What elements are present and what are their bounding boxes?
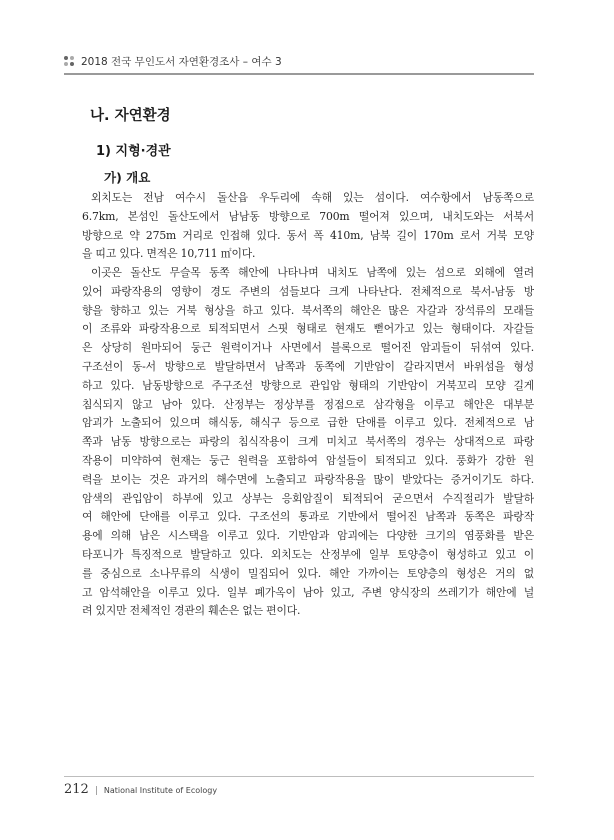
running-footer bbox=[64, 782, 217, 800]
paragraph-line: 이곳은 돌산도 무슬목 동쪽 해안에 나타나며 내치도 남쪽에 있는 섬으로 외해에 열려 bbox=[91, 266, 534, 279]
paragraph-line: 방향으로 약 275m 거리로 인접해 있다. 동서 폭 410m, 남북 길이 170m 로서 거북 모양 bbox=[82, 228, 534, 242]
paragraph-line: 고 암석해안을 이루고 있다. 일부 폐가옥이 남아 있고, 주변 양식장의 쓰레기가 해안에 널 bbox=[82, 585, 534, 599]
paragraph-line: 하고 있다. 남동방향으로 주구조선 방향으로 관입암 형태의 기반암이 거북꼬리 모양 길게 bbox=[82, 378, 534, 392]
subsection-heading: 1) 지형·경관 bbox=[96, 144, 171, 159]
paragraph-line: 작용이 미약하여 현재는 둥근 원력을 포함하여 암설들이 퇴적되고 있다. 풍화가 강한 원 bbox=[82, 453, 534, 467]
paragraph-line: 외치도는 전남 여수시 돌산읍 우두리에 속해 있는 섬이다. 여수항에서 남동쪽으로 bbox=[91, 191, 534, 204]
paragraph-line: 구조선이 동-서 방향으로 발달하면서 남쪽과 동쪽에 기반암이 갈라지면서 바위섬을 형성 bbox=[82, 359, 534, 373]
paragraph-line: 타포니가 특징적으로 발달하고 있다. 외치도는 산정부에 일부 토양층이 형성하고 있고 이 bbox=[82, 547, 534, 561]
paragraph-line: 를 중심으로 소나무류의 식생이 밀집되어 있다. 해안 가까이는 토양층의 형성은 거의 없 bbox=[82, 566, 534, 580]
paragraph-line: 암색의 관입암이 하부에 있고 상부는 응회암질이 퇴적되어 굳으면서 수직절리가 발달하 bbox=[82, 491, 534, 505]
paragraph-line: 은 상당히 원마되어 둥근 원력이거나 사면에서 블록으로 떨어진 암괴들이 뒤섞여 있다. bbox=[82, 341, 534, 355]
subsubsection-heading: 가) 개요 bbox=[104, 170, 151, 185]
paragraph-line: 용에 의해 남은 시스택을 이루고 있다. 기반암과 암괴에는 다양한 크기의 염풍화를 받은 bbox=[82, 529, 534, 543]
paragraph-line: 력을 보이는 것은 과거의 해수면에 노출되고 파랑작용을 많이 받았다는 증거이기도 하다. bbox=[82, 472, 534, 486]
footer-divider bbox=[64, 776, 534, 777]
paragraph-line: 려 있지만 전체적인 경관의 훼손은 없는 편이다. bbox=[82, 604, 301, 618]
paragraph-line: 침식되지 않고 남아 있다. 산정부는 정상부를 정점으로 삼각형을 이루고 해안은 대부분 bbox=[82, 397, 534, 411]
header-divider bbox=[64, 73, 534, 75]
footer-separator: | bbox=[94, 786, 98, 796]
section-heading: 나. 자연환경 bbox=[90, 108, 171, 124]
paragraph-line: 암괴가 노출되어 있으며 해식동, 해식구 등으로 급한 단애를 이루고 있다. 전체적으로 남 bbox=[82, 416, 534, 430]
running-header bbox=[64, 52, 534, 70]
paragraph-detail bbox=[82, 264, 534, 621]
paragraph-line: 6.7km, 본섬인 돌산도에서 남남동 방향으로 700m 떨어져 있으며, 내치도와는 서북서 bbox=[82, 209, 534, 223]
header-dots-icon bbox=[64, 56, 74, 66]
paragraph-line: 을 띠고 있다. 면적은 10,711 ㎡이다. bbox=[82, 247, 256, 261]
paragraph-line: 향을 향하고 있는 거북 형상을 하고 있다. 북서쪽의 해안은 많은 자갈과 장석류의 모래들 bbox=[82, 303, 534, 317]
paragraph-line: 있어 파랑작용의 영향이 경도 주변의 섬들보다 크게 나타난다. 전체적으로 북서-남동 방 bbox=[82, 284, 534, 298]
paragraph-line: 여 해안에 단애를 이루고 있다. 구조선의 통과로 기반에서 떨어진 남쪽과 동쪽은 파랑작 bbox=[82, 510, 534, 524]
page-number: 212 bbox=[64, 782, 89, 797]
paragraph-line: 쪽과 남동 방향으로는 파랑의 침식작용이 크게 미치고 북서쪽의 경우는 상대적으로 파랑 bbox=[82, 435, 534, 449]
paragraph-line: 이 조류와 파랑작용으로 퇴적되면서 스핏 형태로 현재도 뻗어가고 있는 형태이다. 자갈들 bbox=[82, 322, 534, 336]
header-title: 2018 전국 무인도서 자연환경조사 – 여수 3 bbox=[81, 55, 282, 68]
paragraph-overview bbox=[82, 189, 534, 264]
footer-publisher: National Institute of Ecology bbox=[103, 786, 218, 795]
